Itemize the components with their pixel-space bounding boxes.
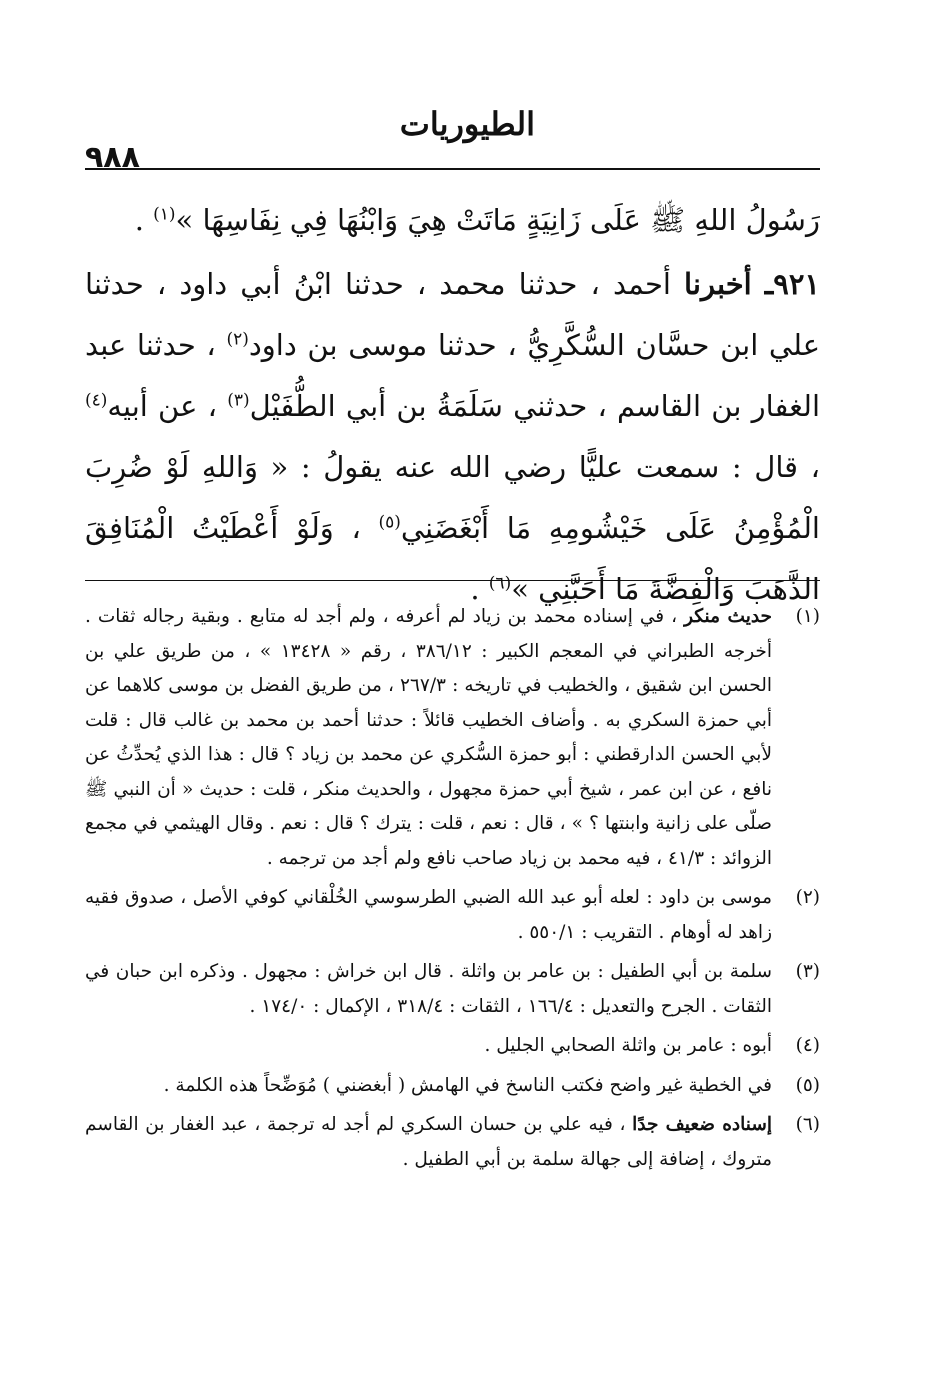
footnote-text: في الخطية غير واضح فكتب الناسخ في الهامش ( أبغضني ) مُوَضِّحاً هذه الكلمة . [163, 1074, 772, 1096]
footnote-3 [85, 955, 820, 1024]
footnote-separator [85, 580, 820, 581]
footnote-4 [85, 1029, 820, 1064]
intro-line [85, 190, 820, 251]
page-number: ٩٨٨ [85, 140, 140, 175]
hadith-segment-2: ، حدثنا عبد الغفار بن القاسم ، حدثني سَلَمَةُ بن أبي الطُّفَيْل [85, 328, 821, 423]
footnote-text: ، في إسناده محمد بن زياد لم أعرفه ، ولم أجد له متابع . وبقية رجاله ثقات . أخرجه الطبراني في المعجم الكبير : ٣٨٦/١٢ ، رقم « ١٣٤٢٨ » ، من طريق علي بن الحسن ابن شقيق ، والخطيب في تاريخه : ٢٦٧/٣ ، من طريق الفضل بن موسى كلاهما عن أبي حمزة السكري به . وأضاف الخطيب قائلاً : حدثنا أحمد بن محمد بن غالب قال : قلت لأبي الحسن الدارقطني : أبو حمزة السُّكري عن محمد بن زياد ؟ قال : هذا الذي يُحدِّثُ عن نافع ، عن ابن عمر ، شيخ أبي حمزة مجهول ، والحديث منكر ، قلت : حديث « أن النبي ﷺ صلّى على زانية وابنتها ؟ » ، قال : نعم ، قلت : يترك ؟ قال : نعم . وقال الهيثمي في مجمع الزوائد : ٤١/٣ ، فيه محمد بن زياد صاحب نافع ولم أجد من ترجمه . [85, 606, 772, 869]
footnote-2 [85, 881, 820, 950]
footnote-ref-3: (٣) [227, 390, 250, 411]
hadith-segment-4: ، قال : سمعت عليًّا رضي الله عنه يقولُ : « وَاللهِ لَوْ ضُرِبَ الْمُؤْمِنُ عَلَى خَيْشُومِهِ مَا أَبْغَضَنِي [85, 450, 820, 545]
hadith-segment-1: أحمد ، حدثنا محمد ، حدثنا ابْنُ أبي داود ، حدثنا علي ابن حسَّان السُّكَّرِيُّ ، حدثنا موسى بن داود [85, 267, 821, 362]
hadith-number: ٩٢١ـ [764, 267, 821, 301]
hadith-segment-6: . [470, 572, 480, 606]
hadith-segment-5: ، وَلَوْ أَعْطَيْتُ الْمُنَافِقَ الذَّهَبَ وَالْفِضَّةَ مَا أَحَبَّنِي » [85, 511, 820, 606]
footnote-text: ، فيه علي بن حسان السكري لم أجد له ترجمة ، عبد الغفار بن القاسم متروك ، إضافة إلى جهالة سلمة بن أبي الطفيل . [85, 1114, 772, 1170]
footnote-text: سلمة بن أبي الطفيل : بن عامر بن واثلة . قال ابن خراش : مجهول . وذكره ابن حبان في الثقات . الجرح والتعديل : ١٦٦/٤ ، الثقات : ٣١٨/٤ ، الإكمال : ١٧٤/٠ . [85, 961, 772, 1017]
footnote-number: (٥) [795, 1074, 820, 1096]
footnote-1 [85, 600, 820, 876]
book-title: الطيوريات [399, 105, 535, 143]
footnote-text: موسى بن داود : لعله أبو عبد الله الضبي الطرسوسي الخُلْقاني كوفي الأصل ، صدوق فقيه زاهد له أوهام . التقريب : ٥٥٠/١ . [85, 887, 772, 943]
footnote-number: (١) [795, 606, 820, 627]
footnote-number: (٦) [795, 1114, 820, 1135]
intro-end: . [134, 203, 144, 237]
akhbarana-keyword: أخبرنا [684, 267, 752, 301]
footnote-number: (٣) [795, 961, 820, 982]
main-text [85, 190, 820, 620]
footnote-ref-1: (١) [153, 204, 176, 225]
footnote-text: أبوه : عامر بن واثلة الصحابي الجليل . [484, 1035, 772, 1056]
footnote-5 [85, 1069, 820, 1104]
footnote-number: (٢) [795, 887, 820, 908]
footnote-6 [85, 1108, 820, 1177]
footnotes [85, 600, 820, 1182]
hadith-segment-3: ، عن أبيه [107, 389, 217, 423]
page-header [85, 100, 820, 175]
footnote-ref-2: (٢) [226, 329, 249, 350]
footnote-ref-4: (٤) [85, 390, 108, 411]
footnote-verdict: حديث منكر [684, 606, 772, 627]
footnote-verdict: إسناده ضعيف جدًا [632, 1114, 772, 1135]
footnote-ref-5: (٥) [378, 512, 401, 533]
footnote-number: (٤) [795, 1035, 820, 1056]
header-rule [85, 168, 820, 170]
footnote-ref-6: (٦) [488, 573, 512, 594]
intro-text: رَسُولُ اللهِ ﷺ عَلَى زَانِيَةٍ مَاتَتْ هِيَ وَابْنُهَا فِي نِفَاسِهَا » [175, 203, 820, 237]
hadith-paragraph [85, 254, 820, 620]
